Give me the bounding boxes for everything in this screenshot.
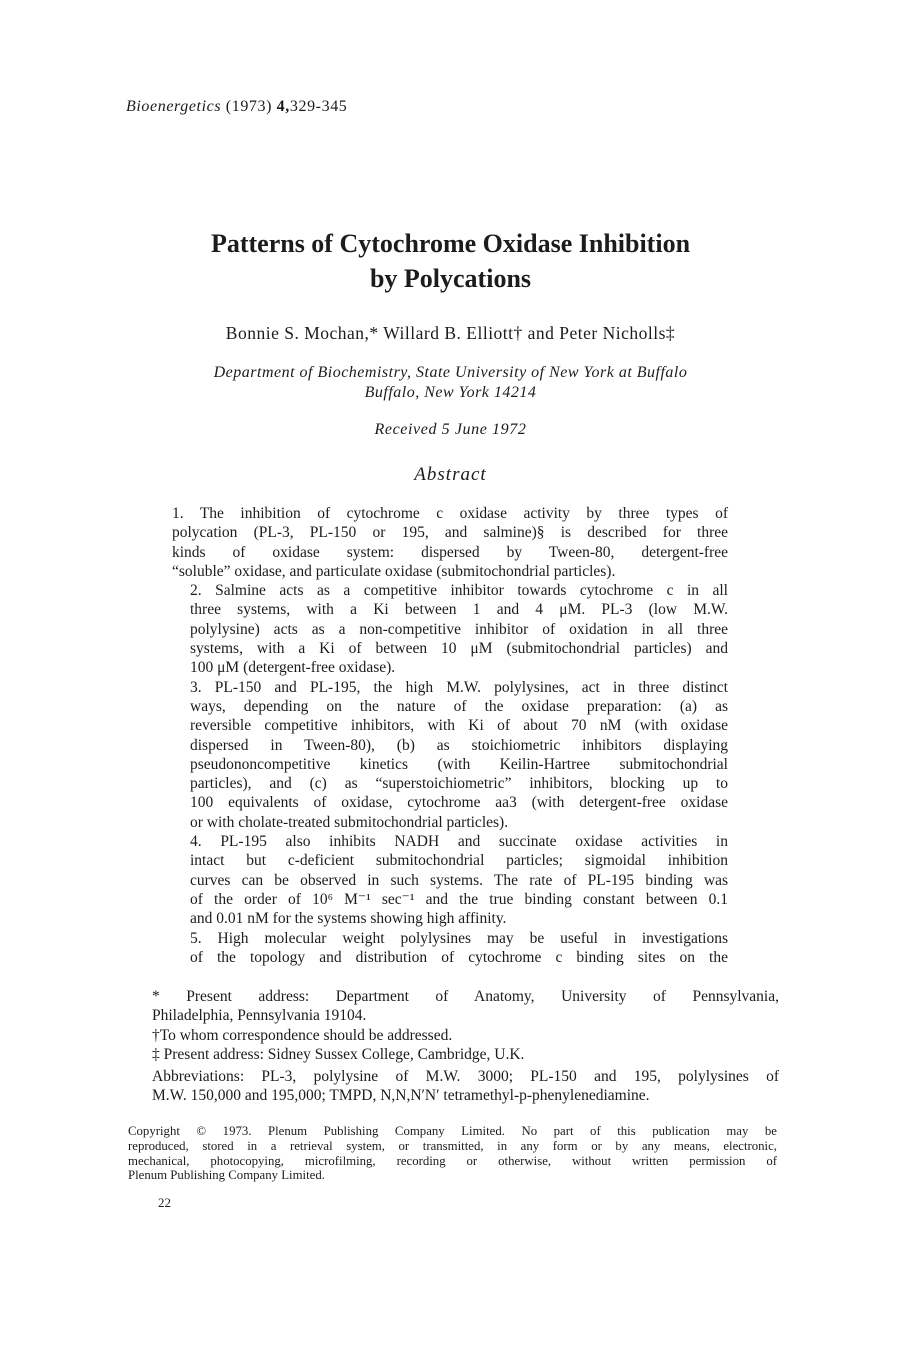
abstract-point-2 [172,581,728,677]
abstract-line: polycation (PL-3, PL-150 or 195, and salmine)§ is described for three [172,524,728,542]
copyright-line: mechanical, photocopying, microfilming, recording or otherwise, without written permission of [128,1153,777,1168]
journal-citation [126,98,347,116]
abstract-line: and 0.01 nM for the systems showing high affinity. [190,910,507,928]
title-line-1: Patterns of Cytochrome Oxidase Inhibition [210,229,691,258]
abstract-line: 2. Salmine acts as a competitive inhibitor towards cytochrome c in all [190,582,728,600]
abstract-point-1 [172,504,728,581]
title-line-2: by Polycations [369,264,532,293]
abstract-line: pseudononcompetitive kinetics (with Keilin-Hartree submitochondrial [190,755,728,773]
footnote-line: M.W. 150,000 and 195,000; TMPD, N,N,N′N′ tetramethyl-p-phenylenediamine. [152,1087,650,1105]
abstract-line: systems, with a Ki of between 10 μM (submitochondrial particles) and [190,640,728,658]
footnote-line: †To whom correspondence should be addressed. [152,1026,453,1044]
journal-volume: 4, [276,98,290,115]
abstract-line: 100 equivalents of oxidase, cytochrome aa3 (with detergent-free oxidase [190,794,728,812]
footnote-line: Abbreviations: PL-3, polylysine of M.W. 3000; PL-150 and 195, polylysines of [152,1068,779,1086]
abstract-point-4 [172,832,728,928]
abstract-line: “soluble” oxidase, and particulate oxidase (submitochondrial particles). [172,562,616,580]
journal-name: Bioenergetics [126,98,222,115]
footnote-second-address [131,1045,779,1064]
abstract-line: particles), and (c) as “superstoichiometric” inhibitors, blocking up to [190,775,728,793]
footnote-line: Philadelphia, Pennsylvania 19104. [152,1007,367,1025]
abstract-line: of the topology and distribution of cytochrome c binding sites on the [190,948,728,966]
article-title [0,226,901,296]
abstract-line: of the order of 10⁶ M⁻¹ sec⁻¹ and the true binding constant between 0.1 [190,890,728,908]
affiliation-line-2: Buffalo, New York 14214 [364,384,537,401]
abstract-line: 5. High molecular weight polylysines may be useful in investigations [190,929,728,947]
journal-year: (1973) [225,98,273,115]
abstract-line: 3. PL-150 and PL-195, the high M.W. polylysines, act in three distinct [190,678,728,696]
footnotes [131,987,779,1106]
affiliation-line-1: Department of Biochemistry, State University of New York at Buffalo [213,364,688,381]
footnote-line: ‡ Present address: Sidney Sussex College, Cambridge, U.K. [152,1045,525,1063]
abstract-line: ways, depending on the nature of the oxidase preparation: (a) as [190,697,728,715]
abstract-line: three systems, with a Ki between 1 and 4 μM. PL-3 (low M.W. [190,601,728,619]
abstract-line: 100 μM (detergent-free oxidase). [190,659,396,677]
copyright-line: reproduced, stored in a retrieval system, or transmitted, in any form or by any means, electronic, [128,1138,777,1153]
copyright-line: Copyright © 1973. Plenum Publishing Company Limited. No part of this publication may be [128,1124,777,1138]
abstract-line: 1. The inhibition of cytochrome c oxidase activity by three types of [172,505,728,522]
abstract-line: polylysine) acts as a non-competitive inhibitor of oxidation in all three [190,620,728,638]
abstract-line: 4. PL-195 also inhibits NADH and succinate oxidase activities in [190,833,728,851]
abstract-body [172,504,728,967]
received-date: Received 5 June 1972 [374,421,527,438]
abstract-line: or with cholate-treated submitochondrial particles). [190,813,509,831]
abstract-point-3 [172,678,728,832]
copyright-notice [128,1124,777,1183]
abstract-line: kinds of oxidase system: dispersed by Tween-80, detergent-free [172,543,728,561]
footnote-line: * Present address: Department of Anatomy, University of Pennsylvania, [152,988,779,1005]
footnote-correspondence [131,1026,779,1045]
page-number: 22 [158,1195,171,1210]
abstract-point-5 [172,929,728,968]
footnote-present-address [131,987,779,1026]
journal-pages: 329-345 [289,98,348,115]
abstract-heading: Abstract [414,464,487,485]
copyright-line: Plenum Publishing Company Limited. [128,1168,325,1183]
abstract-line: reversible competitive inhibitors, with Ki of about 70 nM (with oxidase [190,717,728,735]
abstract-line: dispersed in Tween-80), (b) as stoichiometric inhibitors displaying [190,736,728,754]
authors: Bonnie S. Mochan,* Willard B. Elliott† and Peter Nicholls‡ [225,323,676,343]
affiliation [0,363,901,403]
abstract-line: intact but c-deficient submitochondrial particles; sigmoidal inhibition [190,852,728,870]
abstract-line: curves can be observed in such systems. The rate of PL-195 binding was [190,871,728,889]
footnote-abbreviations [131,1067,779,1106]
